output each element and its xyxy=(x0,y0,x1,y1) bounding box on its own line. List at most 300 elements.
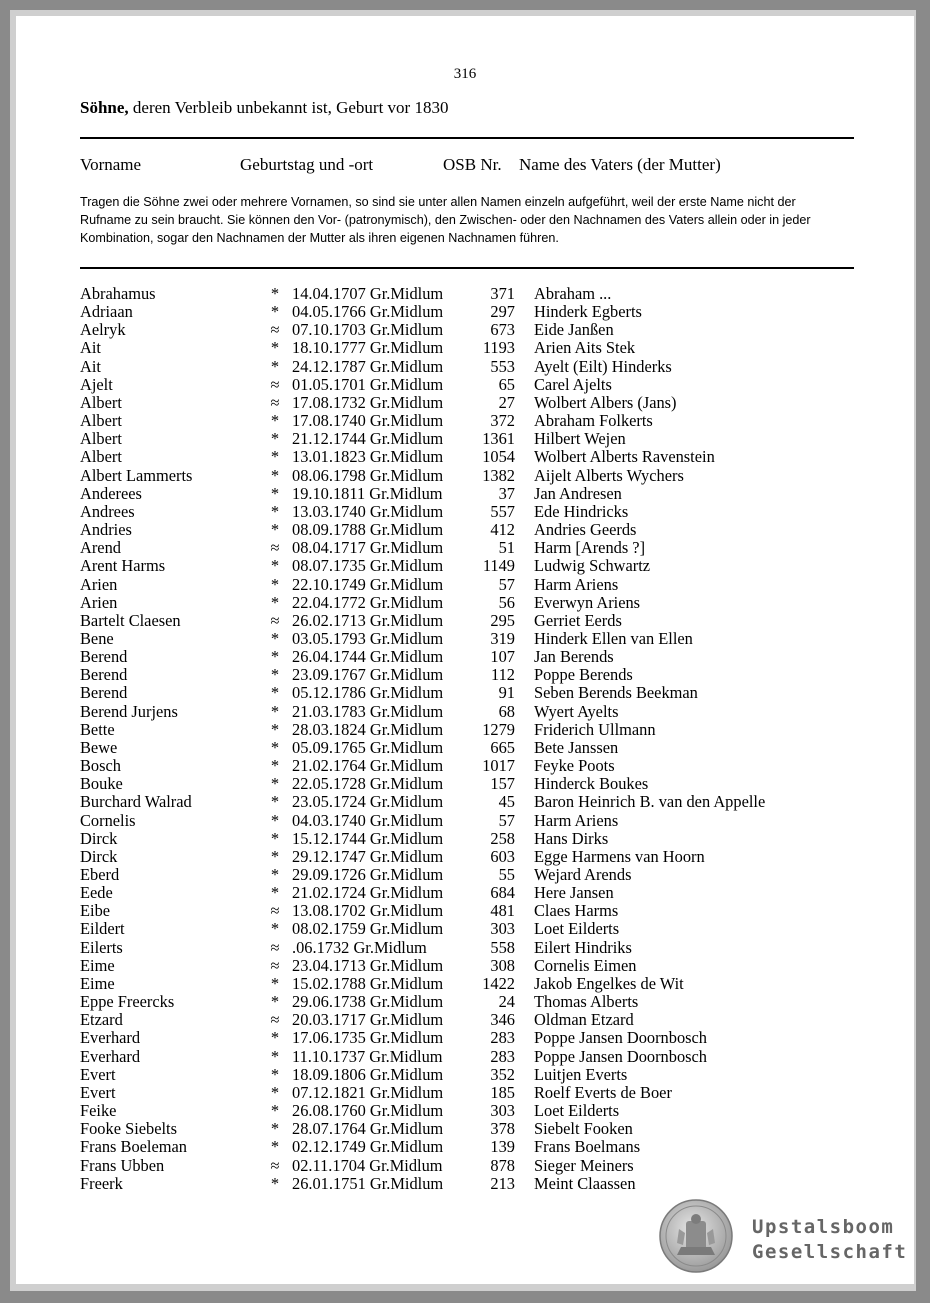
entry-name: Andries xyxy=(80,520,132,540)
entry-osb-number: 37 xyxy=(498,483,515,503)
entry-symbol: ≈ xyxy=(270,937,280,957)
entry-symbol: * xyxy=(270,1046,280,1066)
entry-symbol: * xyxy=(270,665,280,685)
entry-row xyxy=(0,358,930,376)
entry-osb-number: 51 xyxy=(498,538,515,558)
entry-symbol: * xyxy=(270,919,280,939)
entry-name: Everhard xyxy=(80,1046,141,1066)
entry-father: Hinderk Egberts xyxy=(534,302,642,322)
entry-osb-number: 665 xyxy=(490,737,515,757)
title-rest: deren Verbleib unbekannt ist, Geburt vor 1830 xyxy=(128,98,449,117)
entry-symbol: * xyxy=(270,865,280,884)
entry-symbol: * xyxy=(270,520,280,540)
entry-father: Harm Ariens xyxy=(534,574,619,594)
entry-name: Arent Harms xyxy=(80,556,166,576)
entry-row xyxy=(0,902,930,920)
entry-father: Here Jansen xyxy=(534,883,614,903)
entry-symbol: ≈ xyxy=(270,610,280,630)
entry-osb-number: 684 xyxy=(490,883,515,903)
entry-name: Eibe xyxy=(80,901,111,921)
entry-date: 08.06.1798 Gr.Midlum xyxy=(292,465,444,485)
entry-father: Aijelt Alberts Wychers xyxy=(534,465,684,485)
entry-name: Evert xyxy=(80,1082,116,1102)
entry-father: Bete Janssen xyxy=(534,737,619,757)
entry-date: 02.12.1749 Gr.Midlum xyxy=(292,1137,444,1157)
entry-father: Arien Aits Stek xyxy=(534,338,636,358)
entry-date: 21.03.1783 Gr.Midlum xyxy=(292,701,444,721)
entry-osb-number: 378 xyxy=(490,1119,515,1139)
entry-symbol: * xyxy=(270,992,280,1012)
entry-father: Gerriet Eerds xyxy=(534,610,622,630)
entry-name: Eime xyxy=(80,955,115,975)
entry-date: 08.07.1735 Gr.Midlum xyxy=(292,556,444,576)
entry-row xyxy=(0,1011,930,1029)
entry-osb-number: 283 xyxy=(490,1028,515,1048)
entry-father: Friderich Ullmann xyxy=(534,719,656,739)
entry-date: 04.03.1740 Gr.Midlum xyxy=(292,810,444,830)
entry-date: 11.10.1737 Gr.Midlum xyxy=(292,1046,443,1066)
entry-symbol: * xyxy=(270,719,280,739)
entry-date: 28.03.1824 Gr.Midlum xyxy=(292,719,444,739)
entry-father: Eide Janßen xyxy=(534,320,614,340)
entry-osb-number: 24 xyxy=(498,992,515,1012)
entry-symbol: * xyxy=(270,465,280,485)
entry-date: 05.09.1765 Gr.Midlum xyxy=(292,737,444,757)
entry-father: Abraham Folkerts xyxy=(534,411,653,431)
entry-name: Berend Jurjens xyxy=(80,701,178,721)
entry-father: Sieger Meiners xyxy=(534,1155,634,1175)
entry-father: Wolbert Alberts Ravenstein xyxy=(534,447,715,467)
entry-osb-number: 112 xyxy=(491,665,515,685)
entry-osb-number: 185 xyxy=(490,1082,515,1102)
entry-row xyxy=(0,612,930,630)
entry-osb-number: 139 xyxy=(490,1137,515,1157)
entry-osb-number: 68 xyxy=(498,701,515,721)
entry-name: Albert Lammerts xyxy=(80,465,193,485)
header-osb: OSB Nr. xyxy=(443,155,502,174)
entry-father: Carel Ajelts xyxy=(534,374,612,394)
entry-father: Abraham ... xyxy=(534,284,612,303)
entry-row xyxy=(0,503,930,521)
entry-osb-number: 91 xyxy=(498,683,515,703)
entry-symbol: * xyxy=(270,574,280,594)
entry-name: Adriaan xyxy=(80,302,133,322)
entry-date: 26.04.1744 Gr.Midlum xyxy=(292,647,444,667)
seal-icon xyxy=(659,1199,733,1273)
entry-symbol: * xyxy=(270,411,280,431)
entry-row xyxy=(0,648,930,666)
entry-osb-number: 412 xyxy=(490,520,515,540)
entry-row xyxy=(0,1048,930,1066)
brand-line-2: Gesellschaft xyxy=(752,1241,908,1263)
entry-osb-number: 481 xyxy=(490,901,515,921)
entry-row xyxy=(0,1138,930,1156)
entry-date: 13.03.1740 Gr.Midlum xyxy=(292,501,444,521)
entry-osb-number: 56 xyxy=(498,592,515,612)
entry-date: 26.01.1751 Gr.Midlum xyxy=(292,1173,444,1193)
entry-osb-number: 1149 xyxy=(482,556,515,576)
entry-name: Eime xyxy=(80,973,115,993)
entry-symbol: ≈ xyxy=(270,374,280,394)
entry-name: Arien xyxy=(80,592,118,612)
entry-date: 18.09.1806 Gr.Midlum xyxy=(292,1064,444,1084)
entry-father: Eilert Hindriks xyxy=(534,937,632,957)
entry-row xyxy=(0,666,930,684)
entry-symbol: * xyxy=(270,1064,280,1084)
entry-father: Ede Hindricks xyxy=(534,501,629,521)
entry-father: Baron Heinrich B. van den Appelle xyxy=(534,792,766,812)
entry-father: Frans Boelmans xyxy=(534,1137,641,1157)
entry-name: Dirck xyxy=(80,828,118,848)
entry-symbol: * xyxy=(270,1137,280,1157)
entry-osb-number: 1361 xyxy=(482,429,515,449)
entry-row xyxy=(0,721,930,739)
entry-symbol: ≈ xyxy=(270,320,280,340)
entry-row xyxy=(0,957,930,975)
entry-osb-number: 878 xyxy=(490,1155,515,1175)
entry-father: Jan Berends xyxy=(534,647,614,667)
entry-row xyxy=(0,412,930,430)
entry-father: Jakob Engelkes de Wit xyxy=(534,973,684,993)
entry-date: 05.12.1786 Gr.Midlum xyxy=(292,683,444,703)
entry-symbol: * xyxy=(270,973,280,993)
entry-name: Frans Ubben xyxy=(80,1155,165,1175)
entry-name: Berend xyxy=(80,647,128,667)
entry-row xyxy=(0,993,930,1011)
entry-name: Fooke Siebelts xyxy=(80,1119,177,1139)
entry-father: Hinderck Boukes xyxy=(534,774,649,794)
entry-symbol: * xyxy=(270,828,280,848)
entry-father: Meint Claassen xyxy=(534,1173,636,1193)
entry-row xyxy=(0,975,930,993)
entry-osb-number: 303 xyxy=(490,1101,515,1121)
entry-symbol: * xyxy=(270,683,280,703)
entry-symbol: * xyxy=(270,846,280,866)
entry-osb-number: 1193 xyxy=(482,338,515,358)
entry-date: 23.04.1713 Gr.Midlum xyxy=(292,955,444,975)
entry-name: Albert xyxy=(80,429,122,449)
entry-name: Eilerts xyxy=(80,937,123,957)
entry-date: 22.05.1728 Gr.Midlum xyxy=(292,774,444,794)
entry-osb-number: 372 xyxy=(490,411,515,431)
entry-symbol: * xyxy=(270,501,280,521)
entry-name: Albert xyxy=(80,411,122,431)
entry-row xyxy=(0,848,930,866)
entry-date: 08.09.1788 Gr.Midlum xyxy=(292,520,444,540)
entry-symbol: * xyxy=(270,592,280,612)
entry-father: Poppe Berends xyxy=(534,665,633,685)
entry-osb-number: 603 xyxy=(490,846,515,866)
entry-date: 04.05.1766 Gr.Midlum xyxy=(292,302,444,322)
entry-name: Bewe xyxy=(80,737,118,757)
entry-row xyxy=(0,684,930,702)
entry-date: 18.10.1777 Gr.Midlum xyxy=(292,338,444,358)
entry-osb-number: 27 xyxy=(498,392,515,412)
entry-osb-number: 553 xyxy=(490,356,515,376)
entry-name: Andrees xyxy=(80,501,135,521)
entry-row xyxy=(0,394,930,412)
entry-date: .06.1732 Gr.Midlum xyxy=(292,937,427,957)
entry-row xyxy=(0,285,930,303)
entry-osb-number: 55 xyxy=(498,865,515,884)
entry-father: Jan Andresen xyxy=(534,483,622,503)
entry-osb-number: 1422 xyxy=(482,973,515,993)
brand-line-1: Upstalsboom xyxy=(752,1216,895,1238)
header-father: Name des Vaters (der Mutter) xyxy=(519,155,721,174)
entry-father: Luitjen Everts xyxy=(534,1064,628,1084)
entry-osb-number: 346 xyxy=(490,1010,515,1030)
entry-osb-number: 57 xyxy=(498,810,515,830)
entry-row xyxy=(0,321,930,339)
entry-row xyxy=(0,830,930,848)
entry-symbol: * xyxy=(270,429,280,449)
entry-row xyxy=(0,303,930,321)
page-title xyxy=(80,98,448,118)
entry-date: 21.12.1744 Gr.Midlum xyxy=(292,429,444,449)
entry-father: Everwyn Ariens xyxy=(534,592,641,612)
entry-name: Eede xyxy=(80,883,113,903)
entry-row xyxy=(0,884,930,902)
entry-name: Dirck xyxy=(80,846,118,866)
entry-row xyxy=(0,1175,930,1193)
entry-date: 03.05.1793 Gr.Midlum xyxy=(292,628,444,648)
entry-name: Eildert xyxy=(80,919,125,939)
entry-symbol: * xyxy=(270,338,280,358)
entry-osb-number: 213 xyxy=(490,1173,515,1193)
entry-row xyxy=(0,775,930,793)
entry-father: Ludwig Schwartz xyxy=(534,556,651,576)
entry-osb-number: 319 xyxy=(490,628,515,648)
entry-symbol: * xyxy=(270,774,280,794)
entry-row xyxy=(0,1102,930,1120)
entry-date: 29.06.1738 Gr.Midlum xyxy=(292,992,444,1012)
entry-date: 26.02.1713 Gr.Midlum xyxy=(292,610,444,630)
entry-row xyxy=(0,1084,930,1102)
entry-row xyxy=(0,521,930,539)
entry-father: Seben Berends Beekman xyxy=(534,683,698,703)
entry-symbol: * xyxy=(270,1082,280,1102)
entry-symbol: ≈ xyxy=(270,955,280,975)
entry-row xyxy=(0,430,930,448)
entry-date: 15.12.1744 Gr.Midlum xyxy=(292,828,444,848)
entry-symbol: * xyxy=(270,302,280,322)
entry-symbol: * xyxy=(270,883,280,903)
entry-row xyxy=(0,1066,930,1084)
entry-osb-number: 283 xyxy=(490,1046,515,1066)
entry-date: 24.12.1787 Gr.Midlum xyxy=(292,356,444,376)
entry-osb-number: 45 xyxy=(498,792,515,812)
entry-date: 21.02.1724 Gr.Midlum xyxy=(292,883,444,903)
entry-row xyxy=(0,539,930,557)
entry-date: 23.09.1767 Gr.Midlum xyxy=(292,665,444,685)
entry-father: Poppe Jansen Doornbosch xyxy=(534,1046,707,1066)
entry-row xyxy=(0,757,930,775)
entry-symbol: * xyxy=(270,1173,280,1193)
entry-name: Ait xyxy=(80,356,101,376)
entry-osb-number: 557 xyxy=(490,501,515,521)
entry-father: Andries Geerds xyxy=(534,520,637,540)
entry-symbol: ≈ xyxy=(270,392,280,412)
entry-name: Eppe Freercks xyxy=(80,992,175,1012)
entry-father: Loet Eilderts xyxy=(534,919,620,939)
entry-row xyxy=(0,739,930,757)
entries-list xyxy=(0,285,930,1193)
entry-row xyxy=(0,376,930,394)
entry-date: 21.02.1764 Gr.Midlum xyxy=(292,756,444,776)
entry-father: Thomas Alberts xyxy=(534,992,639,1012)
entry-father: Claes Harms xyxy=(534,901,619,921)
entry-name: Etzard xyxy=(80,1010,123,1030)
entry-symbol: ≈ xyxy=(270,1155,280,1175)
entry-name: Bosch xyxy=(80,756,121,776)
entry-date: 23.05.1724 Gr.Midlum xyxy=(292,792,444,812)
entry-date: 17.06.1735 Gr.Midlum xyxy=(292,1028,444,1048)
entry-name: Everhard xyxy=(80,1028,141,1048)
entry-date: 13.08.1702 Gr.Midlum xyxy=(292,901,444,921)
entry-name: Anderees xyxy=(80,483,142,503)
entry-osb-number: 303 xyxy=(490,919,515,939)
entry-name: Eberd xyxy=(80,865,120,884)
entry-date: 22.04.1772 Gr.Midlum xyxy=(292,592,444,612)
entry-father: Feyke Poots xyxy=(534,756,615,776)
entry-date: 17.08.1732 Gr.Midlum xyxy=(292,392,444,412)
entry-father: Harm [Arends ?] xyxy=(534,538,646,558)
entry-osb-number: 107 xyxy=(490,647,515,667)
entry-name: Evert xyxy=(80,1064,116,1084)
entry-date: 28.07.1764 Gr.Midlum xyxy=(292,1119,444,1139)
entry-date: 02.11.1704 Gr.Midlum xyxy=(292,1155,443,1175)
entry-row xyxy=(0,703,930,721)
entry-name: Ajelt xyxy=(80,374,113,394)
entry-name: Abrahamus xyxy=(80,284,156,303)
entry-symbol: ≈ xyxy=(270,1010,280,1030)
entry-symbol: * xyxy=(270,447,280,467)
entry-osb-number: 1382 xyxy=(482,465,515,485)
entry-name: Frans Boeleman xyxy=(80,1137,187,1157)
entry-osb-number: 258 xyxy=(490,828,515,848)
entry-osb-number: 1054 xyxy=(482,447,515,467)
entry-name: Feike xyxy=(80,1101,117,1121)
entry-father: Hilbert Wejen xyxy=(534,429,626,449)
explanatory-note: Tragen die Söhne zwei oder mehrere Vornamen, so sind sie unter allen Namen einzeln aufgeführt, weil der erste Name nicht der Rufname zu sein braucht. Sie können den Vor- (patronymisch), den Zwischen- oder den Nachnamen des Vaters allein oder in jeder Kombination, sogar den Nachnamen der Mutter als ihren eigenen Nachnamen führen. xyxy=(80,195,811,246)
entry-name: Arend xyxy=(80,538,121,558)
entry-date: 14.04.1707 Gr.Midlum xyxy=(292,284,444,303)
entry-symbol: * xyxy=(270,756,280,776)
entry-symbol: * xyxy=(270,1119,280,1139)
entry-symbol: * xyxy=(270,628,280,648)
page-number: 316 xyxy=(453,66,477,82)
entry-osb-number: 371 xyxy=(490,284,515,303)
entry-row xyxy=(0,1157,930,1175)
entry-symbol: * xyxy=(270,356,280,376)
entry-father: Loet Eilderts xyxy=(534,1101,620,1121)
entry-name: Bouke xyxy=(80,774,123,794)
entry-father: Oldman Etzard xyxy=(534,1010,634,1030)
entry-osb-number: 57 xyxy=(498,574,515,594)
entry-row xyxy=(0,448,930,466)
entry-date: 19.10.1811 Gr.Midlum xyxy=(292,483,443,503)
entry-osb-number: 297 xyxy=(490,302,515,322)
entry-date: 07.10.1703 Gr.Midlum xyxy=(292,320,444,340)
entry-name: Bene xyxy=(80,628,114,648)
entry-name: Albert xyxy=(80,447,122,467)
entry-name: Bartelt Claesen xyxy=(80,610,181,630)
entry-symbol: * xyxy=(270,556,280,576)
entry-date: 08.02.1759 Gr.Midlum xyxy=(292,919,444,939)
entry-symbol: * xyxy=(270,792,280,812)
entry-row xyxy=(0,1120,930,1138)
entry-row xyxy=(0,339,930,357)
header-birth: Geburtstag und -ort xyxy=(240,155,374,174)
entry-name: Albert xyxy=(80,392,122,412)
entry-osb-number: 352 xyxy=(490,1064,515,1084)
entry-date: 17.08.1740 Gr.Midlum xyxy=(292,411,444,431)
entry-row xyxy=(0,866,930,884)
entry-father: Roelf Everts de Boer xyxy=(534,1082,672,1102)
entry-symbol: * xyxy=(270,1101,280,1121)
entry-name: Berend xyxy=(80,683,128,703)
entry-name: Ait xyxy=(80,338,101,358)
entry-father: Poppe Jansen Doornbosch xyxy=(534,1028,707,1048)
entry-father: Hans Dirks xyxy=(534,828,609,848)
entry-date: 13.01.1823 Gr.Midlum xyxy=(292,447,444,467)
entry-name: Aelryk xyxy=(80,320,126,340)
entry-osb-number: 673 xyxy=(490,320,515,340)
entry-father: Cornelis Eimen xyxy=(534,955,637,975)
entry-date: 29.12.1747 Gr.Midlum xyxy=(292,846,444,866)
entry-symbol: * xyxy=(270,647,280,667)
entry-symbol: * xyxy=(270,810,280,830)
entry-father: Ayelt (Eilt) Hinderks xyxy=(534,356,672,376)
entry-father: Egge Harmens van Hoorn xyxy=(534,846,705,866)
entry-row xyxy=(0,576,930,594)
entry-osb-number: 558 xyxy=(490,937,515,957)
header-rule xyxy=(80,267,854,269)
entry-symbol: ≈ xyxy=(270,901,280,921)
entry-osb-number: 295 xyxy=(490,610,515,630)
entry-row xyxy=(0,594,930,612)
entry-row xyxy=(0,812,930,830)
entry-osb-number: 65 xyxy=(498,374,515,394)
entry-symbol: * xyxy=(270,483,280,503)
entry-symbol: * xyxy=(270,1028,280,1048)
entry-row xyxy=(0,1029,930,1047)
entry-date: 26.08.1760 Gr.Midlum xyxy=(292,1101,444,1121)
entry-date: 29.09.1726 Gr.Midlum xyxy=(292,865,444,884)
entry-name: Burchard Walrad xyxy=(80,792,192,812)
entry-name: Berend xyxy=(80,665,128,685)
entry-symbol: ≈ xyxy=(270,538,280,558)
entry-name: Arien xyxy=(80,574,118,594)
entry-osb-number: 1279 xyxy=(482,719,515,739)
entry-row xyxy=(0,485,930,503)
entry-date: 20.03.1717 Gr.Midlum xyxy=(292,1010,444,1030)
entry-name: Cornelis xyxy=(80,810,136,830)
entry-row xyxy=(0,939,930,957)
entry-father: Hinderk Ellen van Ellen xyxy=(534,628,693,648)
entry-date: 07.12.1821 Gr.Midlum xyxy=(292,1082,444,1102)
entry-row xyxy=(0,630,930,648)
entry-father: Wolbert Albers (Jans) xyxy=(534,392,677,412)
header-name: Vorname xyxy=(80,155,142,174)
entry-symbol: * xyxy=(270,737,280,757)
entry-father: Siebelt Fooken xyxy=(534,1119,633,1139)
entry-row xyxy=(0,793,930,811)
entry-date: 15.02.1788 Gr.Midlum xyxy=(292,973,444,993)
title-bold: Söhne, xyxy=(80,98,129,117)
entry-father: Wejard Arends xyxy=(534,865,632,884)
entry-date: 01.05.1701 Gr.Midlum xyxy=(292,374,444,394)
